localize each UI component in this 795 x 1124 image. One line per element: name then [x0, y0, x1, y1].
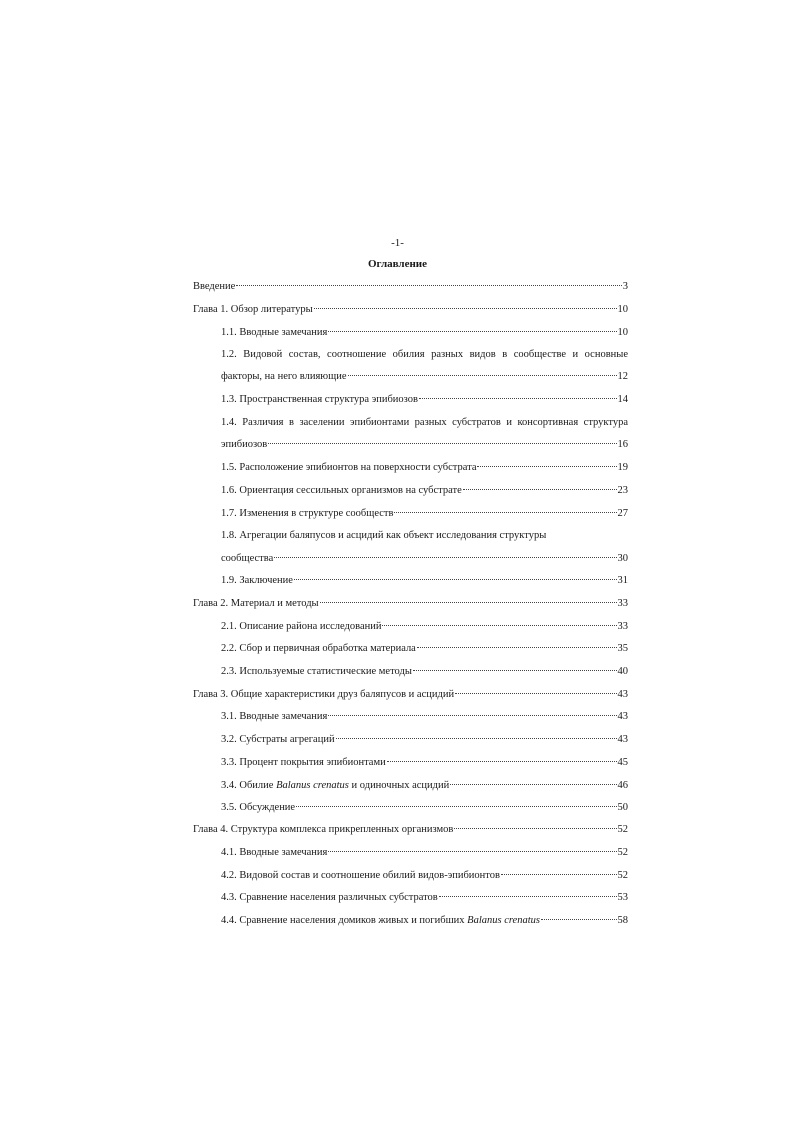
toc-entry-text: 1.5. Расположение эпибионтов на поверхности субстрата — [221, 462, 477, 473]
toc-entry-page: 53 — [617, 892, 628, 903]
toc-entry-text: 1.4. Различия в заселении эпибионтами разных субстратов и консортивная структура — [221, 417, 628, 428]
toc-entry-text — [221, 913, 540, 929]
toc-entry-text: эпибиозов — [221, 439, 268, 450]
toc-entry — [0, 528, 795, 544]
dot-leader — [455, 692, 616, 694]
toc-entry — [0, 687, 795, 703]
toc-entry-text: факторы, на него влияющие — [221, 371, 347, 382]
toc-entry — [0, 483, 795, 499]
toc-entry-text: 1.9. Заключение — [221, 575, 293, 586]
toc-entry-page: 43 — [617, 711, 628, 722]
toc-entry — [0, 890, 795, 906]
dot-leader — [274, 556, 616, 558]
toc-entry-text: сообщества — [221, 553, 274, 564]
toc-entry — [0, 325, 795, 341]
toc-entry-page: 43 — [617, 689, 628, 700]
toc-entry-text: 1.7. Изменения в структуре сообществ — [221, 508, 394, 519]
toc-entry-page: 35 — [617, 643, 628, 654]
toc-entry — [0, 460, 795, 476]
toc-entry-text: 4.3. Сравнение населения различных субстратов — [221, 892, 438, 903]
toc-entry — [0, 778, 795, 794]
dot-leader — [328, 330, 616, 332]
dot-leader — [454, 827, 616, 829]
toc-entry-text-part: и одиночных асцидий — [348, 780, 450, 791]
toc-entry-page: 43 — [617, 734, 628, 745]
toc-entry-text: Глава 1. Обзор литературы — [193, 304, 313, 315]
toc-entry — [0, 868, 795, 884]
toc-entry — [0, 800, 795, 816]
toc-entry-page: 46 — [617, 780, 628, 791]
dot-leader — [387, 760, 617, 762]
dot-leader — [236, 284, 621, 286]
dot-leader — [450, 783, 616, 785]
dot-leader — [394, 511, 616, 513]
toc-entry — [0, 732, 795, 748]
toc-entry — [0, 709, 795, 725]
toc-entry-text: 4.2. Видовой состав и соотношение обилий видов-эпибионтов — [221, 870, 500, 881]
toc-entry — [0, 392, 795, 408]
dot-leader — [328, 850, 616, 852]
toc-entry-page: 12 — [617, 371, 628, 382]
toc-entry-page: 52 — [617, 824, 628, 835]
toc-entry — [0, 551, 795, 567]
dot-leader — [439, 895, 617, 897]
toc-entry-page: 10 — [617, 327, 628, 338]
toc-entry-text: 1.6. Ориентация сессильных организмов на субстрате — [221, 485, 462, 496]
species-name: Balanus crenatus — [467, 915, 540, 926]
toc-entry-text — [221, 778, 449, 794]
dot-leader — [320, 601, 617, 603]
dot-leader — [463, 488, 617, 490]
dot-leader — [477, 465, 616, 467]
toc-entry-page: 30 — [617, 553, 628, 564]
toc-title: Оглавление — [367, 258, 428, 270]
toc-entry-page: 33 — [617, 621, 628, 632]
toc-entry-text: 2.3. Используемые статистические методы — [221, 666, 412, 677]
toc-entry-page: 52 — [617, 847, 628, 858]
toc-entry — [0, 369, 795, 385]
toc-entry-text: Глава 2. Материал и методы — [193, 598, 319, 609]
dot-leader — [413, 669, 617, 671]
toc-entry-text-part: 3.4. Обилие — [221, 780, 277, 791]
species-name: Balanus crenatus — [276, 780, 349, 791]
toc-entry — [0, 845, 795, 861]
toc-entry-page: 40 — [617, 666, 628, 677]
toc-entry — [0, 302, 795, 318]
toc-entry-page: 50 — [617, 802, 628, 813]
toc-entry — [0, 755, 795, 771]
toc-entry-page: 23 — [617, 485, 628, 496]
toc-entry — [0, 619, 795, 635]
toc-entry — [0, 664, 795, 680]
toc-entry-page: 58 — [617, 915, 628, 926]
dot-leader — [268, 442, 616, 444]
toc-entry-text: 2.1. Описание района исследований — [221, 621, 382, 632]
toc-entry-page: 33 — [617, 598, 628, 609]
toc-entry — [0, 913, 795, 929]
page-number: -1- — [391, 237, 404, 249]
dot-leader — [419, 397, 617, 399]
toc-entry — [0, 437, 795, 453]
toc-entry — [0, 641, 795, 657]
dot-leader — [314, 307, 617, 309]
toc-entry-text: 2.2. Сбор и первичная обработка материала — [221, 643, 416, 654]
dot-leader — [336, 737, 617, 739]
dot-leader — [417, 646, 617, 648]
toc-entry-text: 1.3. Пространственная структура эпибиозов — [221, 394, 418, 405]
dot-leader — [501, 873, 617, 875]
toc-entry-page: 10 — [617, 304, 628, 315]
toc-entry — [0, 506, 795, 522]
dot-leader — [328, 714, 616, 716]
toc-entry-text: 4.1. Вводные замечания — [221, 847, 328, 858]
toc-entry-text: 1.1. Вводные замечания — [221, 327, 328, 338]
toc-entry-text: 1.8. Агрегации баляпусов и асцидий как объект исследования структуры — [221, 530, 547, 541]
toc-entry-text: Глава 3. Общие характеристики друз баляпусов и асцидий — [193, 689, 455, 700]
toc-entry-text: 3.3. Процент покрытия эпибионтами — [221, 757, 386, 768]
toc-entry-text: 3.1. Вводные замечания — [221, 711, 328, 722]
toc-entry-page: 31 — [617, 575, 628, 586]
toc-entry — [0, 573, 795, 589]
toc-entry — [0, 279, 795, 295]
toc-entry-text: 3.2. Субстраты агрегаций — [221, 734, 335, 745]
toc-entry-text: 3.5. Обсуждение — [221, 802, 296, 813]
toc-entry-page: 27 — [617, 508, 628, 519]
toc-entry-text: Глава 4. Структура комплекса прикрепленных организмов — [193, 824, 454, 835]
toc-entry — [0, 415, 795, 431]
toc-entry-page: 52 — [617, 870, 628, 881]
dot-leader — [348, 374, 617, 376]
toc-entry-text: 1.2. Видовой состав, соотношение обилия разных видов в сообществе и основные — [221, 349, 628, 360]
dot-leader — [382, 624, 616, 626]
toc-entry — [0, 347, 795, 363]
toc-entry-page: 3 — [622, 281, 628, 292]
dot-leader — [541, 918, 617, 920]
toc-entry — [0, 596, 795, 612]
toc-entry-page: 16 — [617, 439, 628, 450]
dot-leader — [296, 805, 616, 807]
toc-entry-page: 19 — [617, 462, 628, 473]
toc-entry-page: 14 — [617, 394, 628, 405]
toc-entry-text-part: 4.4. Сравнение населения домиков живых и погибших — [221, 915, 468, 926]
toc-entry-text: Введение — [193, 281, 236, 292]
toc-entry — [0, 822, 795, 838]
dot-leader — [294, 578, 617, 580]
toc-entry-page: 45 — [617, 757, 628, 768]
